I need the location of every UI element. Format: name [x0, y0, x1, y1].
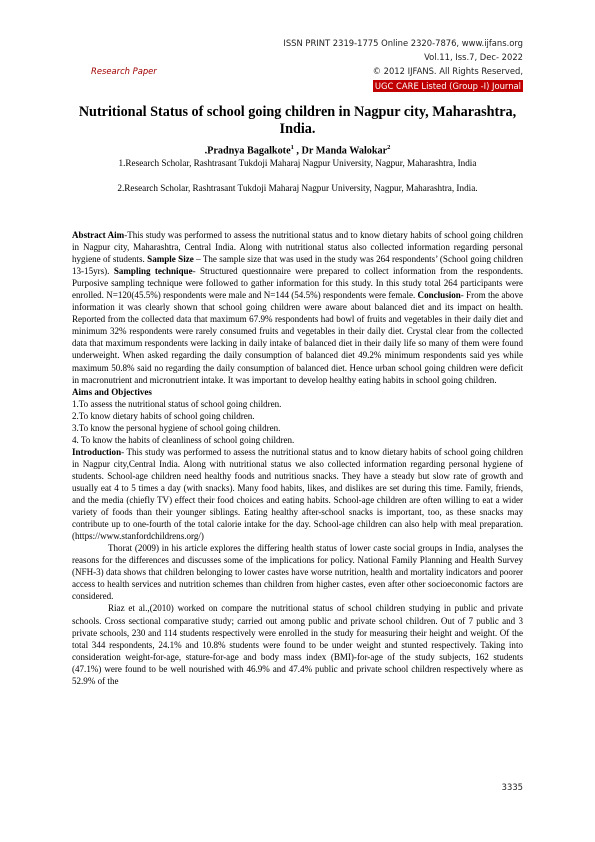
introduction-text: - This study was performed to assess the nutritional status and to know dietary habits of school going children in Nagpur city,Central India. Along with nutritional status we also collected information regarding personal hygiene of students. School-age children need healthy foods and nutritious snacks. They have a steady but slow rate of growth and usually eat 4 to 5 times a day (with snacks). Many food habits, likes, and dislikes are set during this time. Family, friends, and the media (chiefly TV) effect their food choices and eating habits. School-age children are often willing to eat a wider variety of foods than their younger siblings. Eating healthy after-school snacks is important, too, as these snacks may contribute up to one-fourth of the total calorie intake for the day. School-age children can also help with meal preparation. (https://www.stanfordchildrens.org/): [72, 446, 523, 542]
author-line: [60, 144, 535, 156]
paragraph-thorat: Thorat (2009) in his article explores the differing health status of lower caste social groups in India, analyses the reasons for the differences and discusses some of the implications for policy. National Family Planning and Health Survey (NFH-3) data shows that children belonging to lower castes have worse nutrition, health and mortality indicators and poorer access to health services and nutrition schemes than children from higher castes, even after other socioeconomic factors are considered.: [72, 543, 523, 602]
copyright-line: © 2012 IJFANS. All Rights Reserved,: [372, 66, 523, 76]
issn-line: ISSN PRINT 2319-1775 Online 2320-7876, www.ijfans.org: [283, 38, 523, 48]
paper-title: Nutritional Status of school going children in Nagpur city, Maharashtra, India.: [78, 104, 517, 137]
aim-item: 3.To know the personal hygiene of school going children.: [72, 422, 281, 433]
paragraph-riaz: Riaz et al.,(2010) worked on compare the nutritional status of school children studying in public and private schools. Cross sectional comparative study; carried out among public and private school children. Out of 7 public and 3 private schools, 230 and 114 students respectively were enrolled in the study for measuring their height and weight. Of the total 344 respondents, 24.1% and 10.8% students were found to be under weight and stunted respectively. Taking into consideration weight-for-age, stature-for-age and body mass index (BMI)-for-age of the study subjects, 162 students (47.1%) were found to be well nourished with 46.9% and 47.4% public and private school children respectively where as 52.9% of the: [72, 603, 523, 686]
author-1: .Pradnya Bagalkote: [204, 145, 291, 157]
conclusion-text: - From the above information it was clearly shown that school going children were aware about balanced diet and its impact on health. Reported from the collected data that maximum 67.9% respondents had bowl of fruits and vegetables in their daily diet and minimum 32% respondents were rarely consumed fruits and vegetables in their daily diet. Crystal clear from the collected data that maximum respondents were lacking in daily intake of balanced diet in their daily life so many of them were found underweight. When asked regarding the daily consumption of balanced diet 49.2% minimum respondents said yes while maximum 50.8% said no regarding the daily consumption of balanced diet. Hence urban school going children were deficit in macronutrient and micronutrient intake. It was important to develop healthy eating habits in school going children.: [72, 290, 523, 385]
sample-size-heading: Sample Size: [147, 254, 194, 265]
affiliation-2: 2.Research Scholar, Rashtrasant Tukdoji Maharaj Nagpur University, Nagpur, Maharashtra, India.: [117, 183, 478, 193]
volume-line: Vol.11, Iss.7, Dec- 2022: [424, 52, 523, 62]
sampling-technique-text: - Structured questionnaire were prepared to collect information from the respondents. Purposive sampling technique were followed to gather information for this study. In this study total 264 participants were enrolled. N=120(45.5%) respondents were male and N=144 (54.5%) respondents were female.: [72, 266, 524, 301]
author-2-sup: 2: [387, 144, 391, 151]
introduction: [72, 446, 523, 542]
page-number: 3335: [501, 782, 523, 792]
abstract-aim-text: -This study was performed to assess the nutritional status and to know dietary habits of school going children in Nagpur city, Maharashtra, Central India. Along with nutritional status also collected information regarding personal hygiene of students.: [72, 230, 524, 265]
author-2: , Dr Manda Walokar: [293, 145, 388, 157]
ugc-badge: UGC CARE Listed (Group -I) Journal: [374, 81, 521, 91]
paper-body: [72, 229, 523, 687]
conclusion-heading: Conclusion: [417, 290, 461, 301]
affiliation-1: 1.Research Scholar, Rashtrasant Tukdoji Maharaj Nagpur University, Nagpur, Maharashtra, India: [118, 158, 477, 168]
abstract: [72, 229, 523, 386]
sampling-technique-heading: Sampling technique: [113, 266, 193, 277]
aim-item: 2.To know dietary habits of school going children.: [72, 410, 255, 421]
introduction-heading: Introduction: [72, 446, 122, 457]
abstract-heading: Abstract Aim: [72, 230, 125, 240]
aim-item: 1.To assess the nutritional status of school going children.: [72, 398, 282, 409]
aims-heading: Aims and Objectives: [72, 386, 152, 397]
research-paper-label: Research Paper: [91, 66, 157, 76]
aim-item: 4. To know the habits of cleanliness of school going children.: [72, 434, 295, 445]
sample-size-text: – The sample size that was used in the study was 264 respondents’ (School going children 13-15yrs).: [72, 254, 523, 277]
author-1-sup: 1: [290, 144, 294, 151]
